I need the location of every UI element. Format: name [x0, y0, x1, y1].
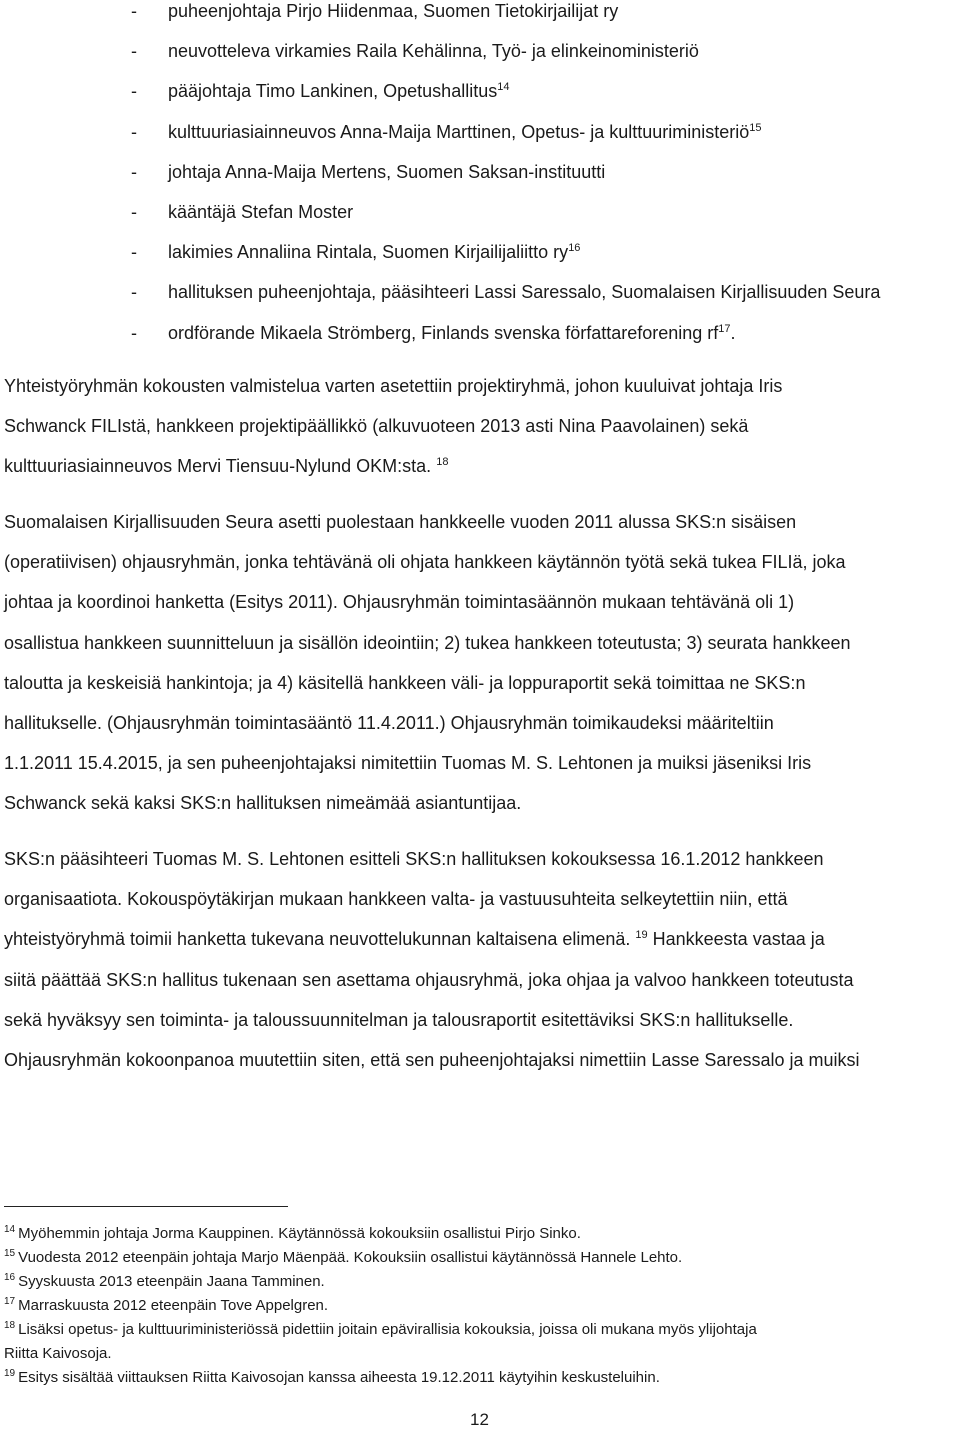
footnote-separator [4, 1206, 288, 1207]
text-line: organisaatiota. Kokouspöytäkirjan mukaan hankkeen valta- ja vastuusuhteita selkeytettiin niin, että [4, 889, 788, 910]
text-line: sekä hyväksyy sen toiminta- ja taloussuunnitelman ja talousraportit esitettäviksi SKS:n hallitukselle. [4, 1009, 794, 1030]
footnote [4, 1270, 954, 1294]
dash-bullet: - [131, 161, 137, 182]
footnote-number: 15 [4, 1248, 16, 1259]
dash-bullet: - [131, 121, 137, 142]
paragraph-project-group [4, 366, 960, 487]
text-line: siitä päättää SKS:n hallitus tukenaan sen asettama ohjausryhmä, joka ohjaa ja valvoo hankkeen toteutusta [4, 969, 854, 990]
list-item [0, 40, 960, 80]
footnote-text: Esitys sisältää viittauksen Riitta Kaivosojan kanssa aiheesta 19.12.2011 käytyihin keskusteluihin. [18, 1369, 660, 1386]
list-item-text: kulttuuriasiainneuvos Anna-Maija Marttinen, Opetus- ja kulttuuriministeriö [168, 121, 750, 142]
list-item-text: johtaja Anna-Maija Mertens, Suomen Saksan-instituutti [168, 161, 606, 182]
footnote [4, 1246, 954, 1270]
footnote [4, 1294, 954, 1318]
dash-bullet: - [131, 322, 137, 343]
footnote-number: 17 [4, 1296, 16, 1307]
footnote [4, 1222, 954, 1246]
list-item-text: neuvotteleva virkamies Raila Kehälinna, Työ- ja elinkeinoministeriö [168, 41, 699, 62]
list-item [0, 322, 960, 362]
text-line: kulttuuriasiainneuvos Mervi Tiensuu-Nylund OKM:sta. [4, 456, 432, 477]
footnote-ref[interactable]: 16 [568, 242, 581, 255]
footnote-text: Lisäksi opetus- ja kulttuuriministeriössä pidettiin joitain epävirallisia kokouksia, joissa oli mukana myös ylijohtaja [18, 1321, 757, 1338]
text-line: Hankkeesta vastaa ja [647, 929, 825, 950]
text-line: 1.1.2011 15.4.2015, ja sen puheenjohtajaksi nimitettiin Tuomas M. S. Lehtonen ja muiksi jäseniksi Iris [4, 753, 812, 774]
list-item [0, 161, 960, 201]
list-item-text: kääntäjä Stefan Moster [168, 201, 354, 222]
footnote-ref[interactable]: 14 [497, 81, 510, 94]
dash-bullet: - [131, 242, 137, 263]
dash-bullet: - [131, 282, 137, 303]
list-item [0, 201, 960, 241]
list-item-suffix: . [730, 322, 736, 343]
text-line: Schwanck sekä kaksi SKS:n hallituksen nimeämää asiantuntijaa. [4, 793, 522, 814]
footnote-ref[interactable]: 18 [436, 456, 449, 469]
footnote-text: Vuodesta 2012 eteenpäin johtaja Marjo Mäenpää. Kokouksiin osallistui käytännössä Hannele Lehto. [18, 1249, 683, 1266]
footnote-number: 16 [4, 1272, 16, 1283]
footnotes [4, 1222, 954, 1390]
list-item-text: hallituksen puheenjohtaja, pääsihteeri Lassi Saressalo, Suomalaisen Kirjallisuuden Seura [168, 282, 881, 303]
text-line: taloutta ja keskeisiä hankintoja; ja 4) käsitellä hankkeen väli- ja loppuraportit sekä toimittaa ne SKS:n [4, 672, 806, 693]
text-line: osallistua hankkeen suunnitteluun ja sisällön ideointiin; 2) tukea hankkeen toteutusta; 3) seurata hankkeen [4, 632, 851, 653]
text-line: (operatiivisen) ohjausryhmän, jonka tehtävänä oli ohjata hankkeen käytännön työtä sekä tukea FILIä, joka [4, 552, 846, 573]
footnote-continuation: Riitta Kaivosoja. [4, 1345, 112, 1362]
footnote-number: 19 [4, 1368, 16, 1379]
footnote-number: 14 [4, 1224, 16, 1235]
dash-bullet: - [131, 1, 137, 21]
list-item-text: ordförande Mikaela Strömberg, Finlands svenska författareforening rf [168, 322, 719, 343]
footnote [4, 1366, 954, 1390]
text-line: yhteistyöryhmä toimii hanketta tukevana neuvottelukunnan kaltaisena elimenä. [4, 929, 631, 950]
paragraph-steering-group [4, 502, 960, 824]
footnote-ref[interactable]: 19 [635, 929, 648, 942]
dash-bullet: - [131, 41, 137, 62]
member-list [0, 0, 960, 362]
list-item [0, 121, 960, 161]
list-item [0, 80, 960, 120]
text-line: SKS:n pääsihteeri Tuomas M. S. Lehtonen esitteli SKS:n hallituksen kokouksessa 16.1.2012 hankkeen [4, 849, 824, 869]
footnote-ref[interactable]: 15 [749, 121, 762, 134]
list-item-text: pääjohtaja Timo Lankinen, Opetushallitus [168, 81, 498, 102]
footnote [4, 1318, 954, 1342]
list-item [0, 0, 960, 40]
dash-bullet: - [131, 201, 137, 222]
footnote-text: Syyskuusta 2013 eteenpäin Jaana Tamminen. [18, 1273, 325, 1290]
list-item [0, 241, 960, 281]
text-line: hallitukselle. (Ohjausryhmän toimintasääntö 11.4.2011.) Ohjausryhmän toimikaudeksi määriteltiin [4, 712, 774, 733]
footnote-text: Marraskuusta 2012 eteenpäin Tove Appelgren. [18, 1297, 329, 1314]
footnote-ref[interactable]: 17 [718, 322, 731, 335]
text-line: Suomalaisen Kirjallisuuden Seura asetti puolestaan hankkeelle vuoden 2011 alussa SKS:n sisäisen [4, 512, 797, 532]
list-item-text: puheenjohtaja Pirjo Hiidenmaa, Suomen Tietokirjailijat ry [168, 1, 619, 21]
footnote-number: 18 [4, 1320, 16, 1331]
text-line: Ohjausryhmän kokoonpanoa muutettiin siten, että sen puheenjohtajaksi nimettiin Lasse Saressalo ja muiksi [4, 1049, 860, 1070]
page-number: 12 [470, 1410, 489, 1429]
dash-bullet: - [131, 81, 137, 102]
list-item [0, 281, 960, 321]
text-line: Schwanck FILIstä, hankkeen projektipäällikkö (alkuvuoteen 2013 asti Nina Paavolainen) sekä [4, 416, 749, 437]
footnote-text: Myöhemmin johtaja Jorma Kauppinen. Käytännössä kokouksiin osallistui Pirjo Sinko. [18, 1225, 581, 1242]
list-item-text: lakimies Annaliina Rintala, Suomen Kirjailijaliitto ry [168, 242, 569, 263]
text-line: Yhteistyöryhmän kokousten valmistelua varten asetettiin projektiryhmä, johon kuuluivat johtaja Iris [4, 376, 783, 396]
text-line: johtaa ja koordinoi hanketta (Esitys 2011). Ohjausryhmän toimintasäännön mukaan tehtävänä oli 1) [4, 592, 795, 613]
paragraph-organisation [4, 839, 960, 1080]
